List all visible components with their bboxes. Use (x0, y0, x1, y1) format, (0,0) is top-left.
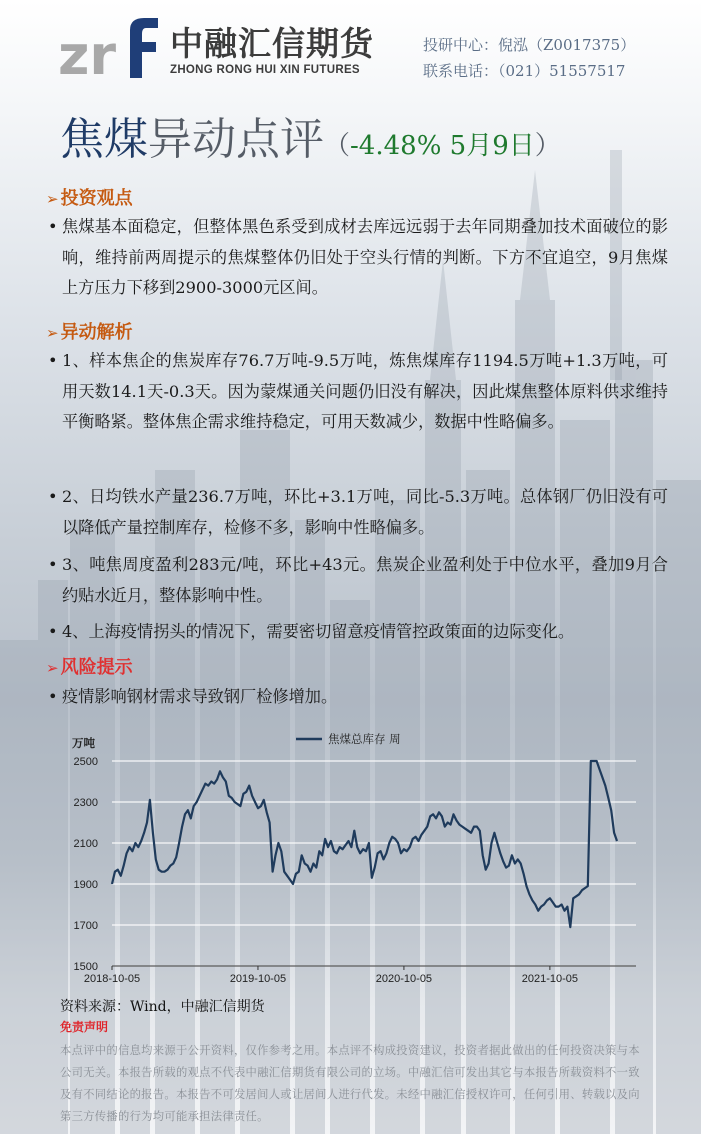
title-close-paren: ） (534, 131, 561, 161)
contact-phone: 联系电话：（021）51557517 (423, 62, 626, 80)
company-name-en: ZHONG RONG HUI XIN FUTURES (170, 64, 360, 76)
y-tick-label: 1700 (73, 920, 98, 932)
y-tick-label: 2300 (73, 797, 98, 809)
list-item-text: 3、吨焦周度盈利283元/吨，环比+43元。焦炭企业盈利处于中位水平，叠加9月合约贴水近月，整体影响中性。 (62, 555, 668, 605)
data-source: 资料来源：Wind，中融汇信期货 (60, 999, 265, 1015)
list-item-text: 2、日均铁水产量236.7万吨，环比+3.1万吨，同比-5.3万吨。总体钢厂仍旧没有可以降低产量控制库存，检修不多，影响中性略偏多。 (62, 487, 668, 537)
y-tick-label: 2500 (73, 756, 98, 768)
page-title (60, 112, 561, 174)
series-line-coking-coal-inventory (112, 761, 617, 927)
list-item-text: 焦煤基本面稳定，但整体黑色系受到成材去库远远弱于去年同期叠加技术面破位的影响，维持前两周提示的焦煤整体仍旧处于空头行情的判断。下方不宜追空，9月焦煤上方压力下移到2900-3000元区间。 (62, 217, 668, 297)
arrow-bullet-icon: ➢ (46, 190, 59, 208)
company-name-cn: 中融汇信期货 (170, 24, 374, 63)
section-title: 异动解析 (60, 322, 133, 343)
list-item (48, 212, 668, 304)
bullet-dot-icon: • (48, 217, 58, 236)
y-axis-unit-label: 万吨 (72, 736, 95, 750)
y-tick-label: 1500 (73, 961, 98, 973)
y-tick-label: 2100 (73, 838, 98, 850)
company-logo-icon (58, 14, 162, 80)
y-tick-label: 1900 (73, 879, 98, 891)
title-open-paren: （ (324, 131, 351, 161)
bullet-dot-icon: • (48, 687, 58, 706)
list-item (48, 617, 668, 648)
list-item-text: 疫情影响钢材需求导致钢厂检修增加。 (62, 687, 338, 706)
x-tick-label: 2021-10-05 (521, 973, 579, 985)
bullet-dot-icon: • (48, 622, 58, 641)
list-item (48, 682, 668, 713)
disclaimer-title: 免责声明 (60, 1020, 109, 1034)
x-tick-label: 2019-10-05 (229, 973, 287, 985)
list-item-text: 4、上海疫情拐头的情况下，需要密切留意疫情管控政策面的边际变化。 (62, 622, 575, 641)
section-investment-view (46, 184, 133, 210)
disclaimer-text: 本点评中的信息均来源于公开资料，仅作参考之用。本点评不构成投资建议，投资者据此做出的任何投资决策与本公司无关。本报告所载的观点不代表中融汇信期货有限公司的立场。中融汇信可发出其它与本报告所载资料不一致及有不同结论的报告。本报告不可发居间人或让居间人进行代发。未经中融汇信授权许可，任何引用、转载以及向第三方传播的行为均可能承担法律责任。 (60, 1044, 640, 1123)
title-product: 焦煤 (60, 114, 148, 165)
list-item (48, 346, 668, 438)
contact-info (423, 32, 635, 84)
title-change: -4.48% (350, 131, 442, 161)
x-tick-label: 2018-10-05 (83, 973, 141, 985)
bullet-dot-icon: • (48, 351, 58, 370)
header (0, 0, 701, 96)
bullet-dot-icon: • (48, 487, 58, 506)
bullet-dot-icon: • (48, 555, 58, 574)
section-title: 投资观点 (60, 188, 133, 209)
contact-researcher: 投研中心：倪泓（Z0017375） (423, 36, 636, 54)
list-item (48, 550, 668, 611)
title-kind: 异动点评 (148, 114, 324, 165)
list-item-text: 1、样本焦企的焦炭库存76.7万吨-9.5万吨，炼焦煤库存1194.5万吨+1.3万吨，可用天数14.1天-0.3天。因为蒙煤通关问题仍旧没有解决，因此煤焦整体原料供求维持平衡略紧。整体焦企需求维持稳定，可用天数减少，数据中性略偏多。 (62, 351, 668, 431)
section-title: 风险提示 (60, 657, 133, 678)
title-date: 5月9日 (449, 131, 535, 161)
section-analysis (46, 318, 133, 344)
arrow-bullet-icon: ➢ (46, 659, 59, 677)
section-risk (46, 653, 133, 679)
title-meta (324, 131, 561, 161)
svg-text:zr: zr (58, 24, 117, 80)
x-tick-label: 2020-10-05 (375, 973, 433, 985)
list-item (48, 482, 668, 543)
inventory-line-chart (60, 725, 640, 993)
arrow-bullet-icon: ➢ (46, 324, 59, 342)
legend-label: 焦煤总库存 周 (328, 732, 401, 746)
